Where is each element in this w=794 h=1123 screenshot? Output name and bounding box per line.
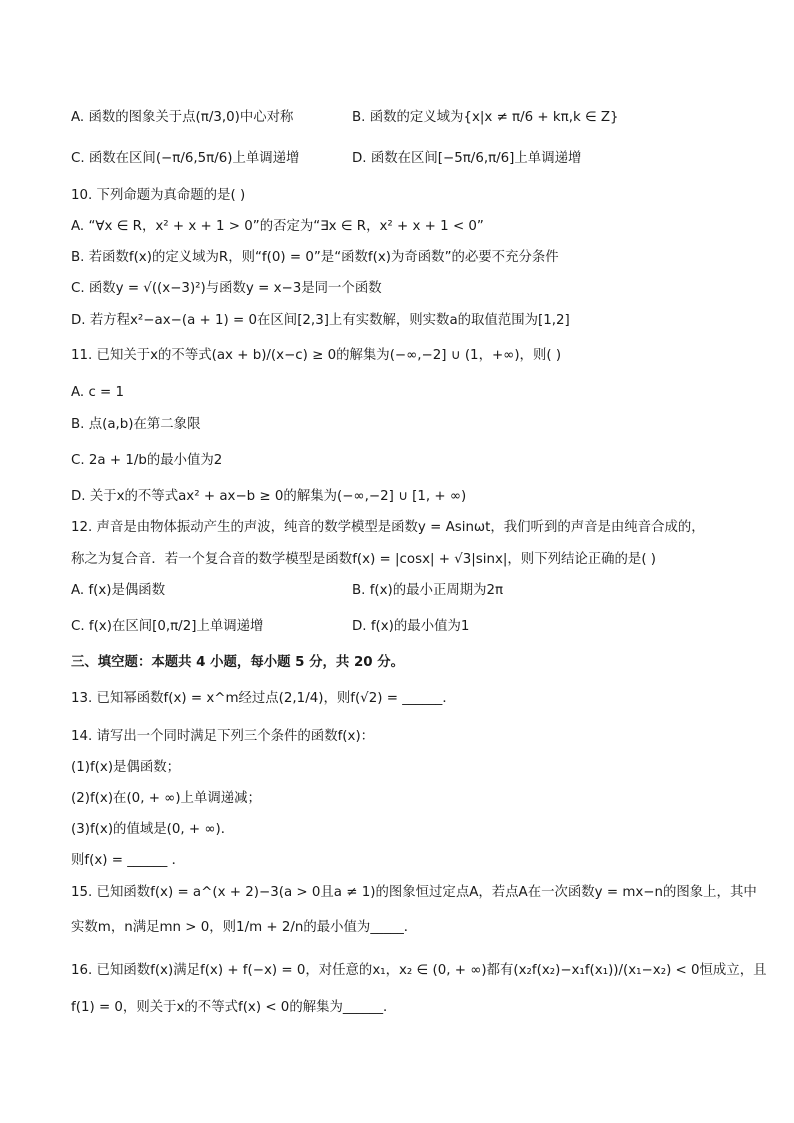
q10-option-c: C. 函数y = √((x−3)²)与函数y = x−3是同一个函数: [71, 281, 382, 296]
q16-line1: 16. 已知函数f(x)满足f(x) + f(−x) = 0，对任意的x₁，x₂ ∈ (0, + ∞)都有(x₂f(x₂)−x₁f(x₁))/(x₁−x₂) < 0恒成立，且: [71, 963, 767, 978]
q16-line2: f(1) = 0，则关于x的不等式f(x) < 0的解集为______．: [71, 1000, 397, 1015]
q11-stem: 11. 已知关于x的不等式(ax + b)/(x−c) ≥ 0的解集为(−∞,−2] ∪ (1，+∞)，则( ): [71, 348, 562, 363]
q10-option-b: B. 若函数f(x)的定义域为R，则“f(0) = 0”是“函数f(x)为奇函数”的必要不充分条件: [71, 250, 559, 265]
q11-option-c: C. 2a + 1/b的最小值为2: [71, 453, 223, 468]
q12-stem-line1: 12. 声音是由物体振动产生的声波，纯音的数学模型是函数y = Asinωt，我们听到的声音是由纯音合成的，: [71, 520, 705, 535]
q11-option-a: A. c = 1: [71, 385, 125, 400]
q15-line1: 15. 已知函数f(x) = a^(x + 2)−3(a > 0且a ≠ 1)的图象恒过定点A，若点A在一次函数y = mx−n的图象上，其中: [71, 885, 757, 900]
q14-stem: 14. 请写出一个同时满足下列三个条件的函数f(x)：: [71, 729, 375, 744]
q9-option-c: C. 函数在区间(−π/6,5π/6)上单调递增: [71, 151, 300, 166]
q14-condition-2: (2)f(x)在(0, + ∞)上单调递减；: [71, 791, 261, 806]
q10-option-a: A. “∀x ∈ R，x² + x + 1 > 0”的否定为“∃x ∈ R，x² + x + 1 < 0”: [71, 219, 484, 234]
q9-option-a: A. 函数的图象关于点(π/3,0)中心对称: [71, 110, 294, 125]
q11-option-b: B. 点(a,b)在第二象限: [71, 417, 201, 432]
section-heading-fill-in: 三、填空题：本题共 4 小题，每小题 5 分，共 20 分。: [71, 655, 405, 670]
q12-option-b: B. f(x)的最小正周期为2π: [352, 583, 504, 598]
q14-condition-1: (1)f(x)是偶函数；: [71, 760, 181, 775]
q12-option-a: A. f(x)是偶函数: [71, 583, 166, 598]
q10-option-d: D. 若方程x²−ax−(a + 1) = 0在区间[2,3]上有实数解，则实数a的取值范围为[1,2]: [71, 313, 570, 328]
q9-option-d: D. 函数在区间[−5π/6,π/6]上单调递增: [352, 151, 582, 166]
q13: 13. 已知幂函数f(x) = x^m经过点(2,1/4)，则f(√2) = ______．: [71, 691, 456, 706]
q14-condition-3: (3)f(x)的值域是(0, + ∞)．: [71, 822, 235, 837]
q12-stem-line2: 称之为复合音．若一个复合音的数学模型是函数f(x) = |cosx| + √3|sinx|，则下列结论正确的是( ): [71, 552, 657, 567]
q15-line2: 实数m，n满足mn > 0，则1/m + 2/n的最小值为_____．: [71, 920, 418, 935]
q11-option-d: D. 关于x的不等式ax² + ax−b ≥ 0的解集为(−∞,−2] ∪ [1, + ∞): [71, 489, 467, 504]
q10-stem: 10. 下列命题为真命题的是( ): [71, 188, 246, 203]
q14-answer: 则f(x) = ______ ．: [71, 853, 186, 868]
q12-option-d: D. f(x)的最小值为1: [352, 619, 470, 634]
q9-option-b: B. 函数的定义域为{x|x ≠ π/6 + kπ,k ∈ Z}: [352, 110, 619, 125]
q12-option-c: C. f(x)在区间[0,π/2]上单调递增: [71, 619, 264, 634]
